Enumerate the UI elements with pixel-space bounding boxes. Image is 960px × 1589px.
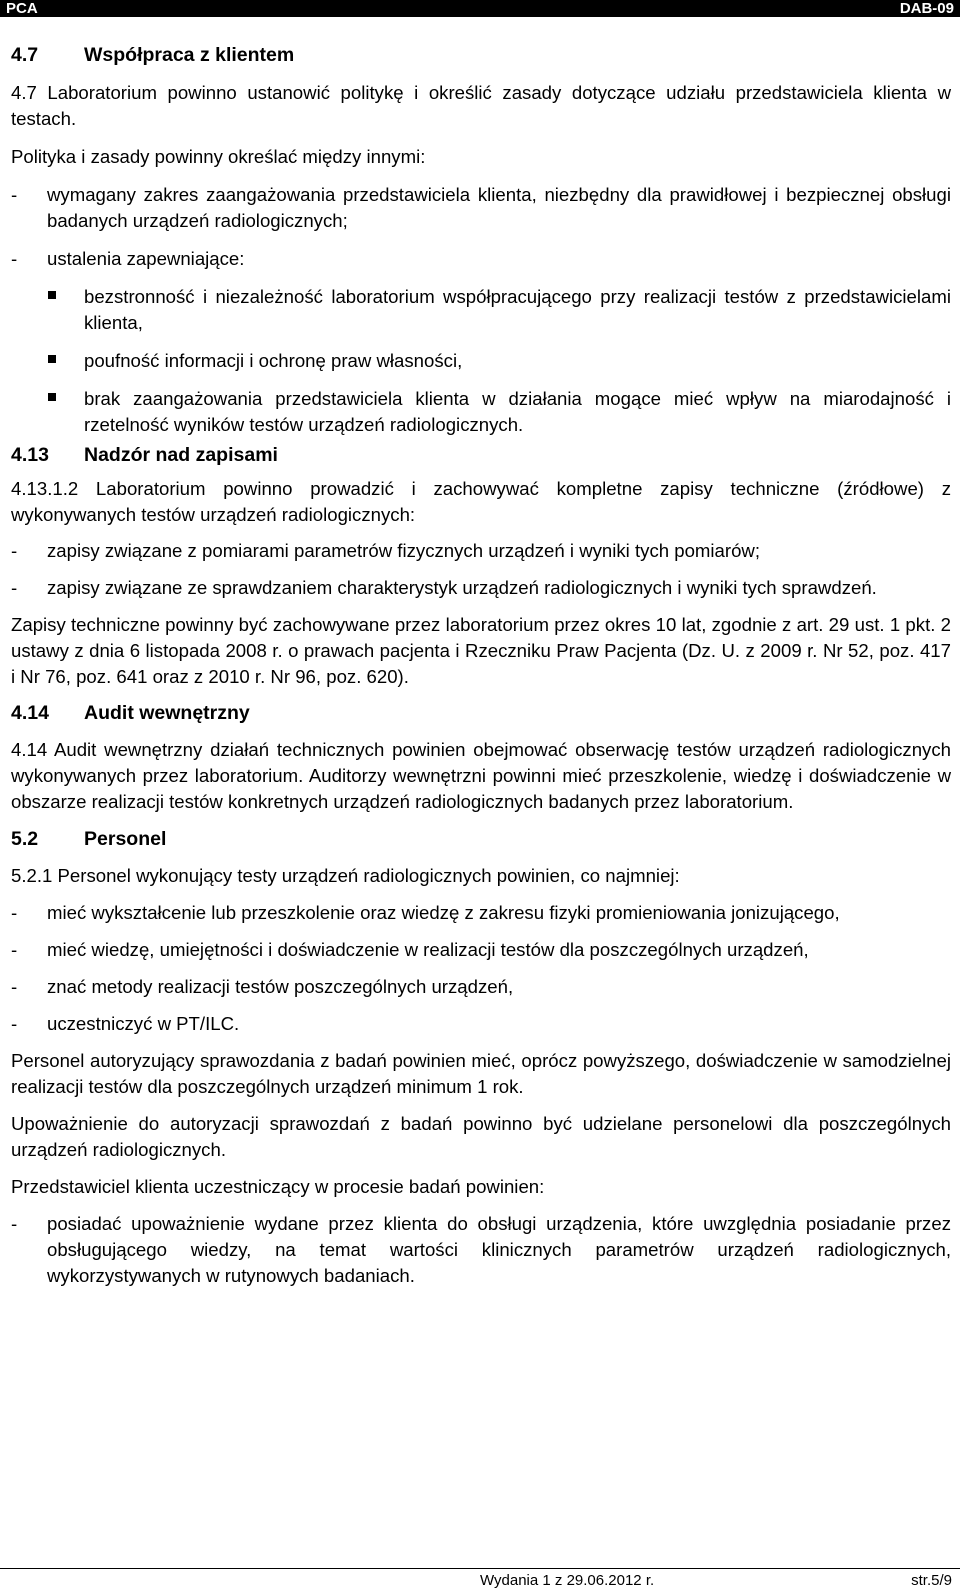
section-heading-5-2 [11,826,951,852]
paragraph: Personel autoryzujący sprawozdania z badań powinien mieć, oprócz powyższego, doświadczenie w samodzielnej realizacji testów dla poszczególnych urządzeń minimum 1 rok. [11,1050,951,1097]
square-list-item [11,284,951,336]
list-item-text: zapisy związane ze sprawdzaniem charakterystyk urządzeń radiologicznych i wyniki tych sprawdzeń. [47,577,877,598]
dash-list-item [11,1211,951,1289]
section-heading-4-14 [11,700,951,726]
dash-list-item [11,1011,951,1037]
paragraph: Polityka i zasady powinny określać między innymi: [11,146,426,167]
paragraph: Upoważnienie do autoryzacji sprawozdań z badań powinno być udzielane personelowi dla poszczególnych urządzeń radiologicznych. [11,1113,951,1160]
paragraph: Zapisy techniczne powinny być zachowywane przez laboratorium przez okres 10 lat, zgodnie z art. 29 ust. 1 pkt. 2 ustawy z dnia 6 listopada 2008 r. o prawach pacjenta i Rzeczniku Praw Pacjenta (Dz. U. z 2009 r. Nr 52, poz. 417 i Nr 76, poz. 641 oraz z 2010 r. Nr 96, poz. 620). [11,614,951,687]
paragraph: 5.2.1 Personel wykonujący testy urządzeń radiologicznych powinien, co najmniej: [11,865,680,886]
square-bullet-icon [48,393,56,401]
paragraph: Przedstawiciel klienta uczestniczący w procesie badań powinien: [11,1176,545,1197]
dash-marker: - [11,1013,18,1034]
square-list-item [11,348,951,374]
section-number: 4.7 [11,44,39,66]
list-item-text: ustalenia zapewniające: [47,248,245,269]
dash-list-item [11,575,951,601]
dash-list-item [11,182,951,234]
list-item-text: zapisy związane z pomiarami parametrów fizycznych urządzeń i wyniki tych pomiarów; [47,540,761,561]
list-item-text: brak zaangażowania przedstawiciela klienta w działania mogące mieć wpływ na miarodajność i rzetelność wyników testów urządzeń radiologicznych. [84,388,951,435]
dash-marker: - [11,540,18,561]
square-list-item [11,386,951,438]
footer-rule [0,1568,960,1569]
paragraph: 4.7 Laboratorium powinno ustanowić politykę i określić zasady dotyczące udziału przedstawiciela klienta w testach. [11,82,951,129]
page-header [0,0,960,17]
section-title: Współpraca z klientem [84,44,295,66]
footer-edition: Wydania 1 z 29.06.2012 r. [480,1572,655,1589]
list-item-text: wymagany zakres zaangażowania przedstawiciela klienta, niezbędny dla prawidłowej i bezpiecznej obsługi badanych urządzeń radiologicznych; [47,184,951,231]
dash-marker: - [11,902,18,923]
dash-marker: - [11,577,18,598]
list-item-text: bezstronność i niezależność laboratorium współpracującego przy realizacji testów z przedstawicielami klienta, [84,286,951,333]
section-heading-4-7 [11,42,951,68]
dash-marker: - [11,976,18,997]
square-bullet-icon [48,291,56,299]
dash-marker: - [11,1213,18,1234]
section-number: 5.2 [11,828,39,850]
header-left: PCA [6,0,38,17]
dash-list-item [11,937,951,963]
dash-list-item [11,246,951,272]
dash-marker: - [11,248,18,269]
list-item-text: uczestniczyć w PT/ILC. [47,1013,240,1034]
section-title: Audit wewnętrzny [84,702,250,724]
paragraph: 4.14 Audit wewnętrzny działań technicznych powinien obejmować obserwację testów urządzeń radiologicznych wykonywanych przez laboratorium. Auditorzy wewnętrzni powinni mieć przeszkolenie, wiedzę i doświadczenie w obszarze realizacji testów konkretnych urządzeń radiologicznych badanych przez laboratorium. [11,739,951,812]
header-right: DAB-09 [899,0,954,17]
dash-marker: - [11,939,18,960]
dash-marker: - [11,184,18,205]
dash-list-item [11,900,951,926]
section-title: Personel [84,828,167,850]
list-item-text: poufność informacji i ochronę praw własności, [84,350,463,371]
footer-page-number: str.5/9 [911,1572,952,1589]
list-item-text: mieć wykształcenie lub przeszkolenie oraz wiedzę z zakresu fizyki promieniowania jonizującego, [47,902,840,923]
dash-list-item [11,974,951,1000]
section-number: 4.13 [11,444,49,466]
section-number: 4.14 [11,702,49,724]
square-bullet-icon [48,355,56,363]
list-item-text: mieć wiedzę, umiejętności i doświadczenie w realizacji testów dla poszczególnych urządzeń, [47,939,809,960]
section-heading-4-13 [11,442,951,468]
list-item-text: znać metody realizacji testów poszczególnych urządzeń, [47,976,514,997]
paragraph: 4.13.1.2 Laboratorium powinno prowadzić i zachowywać kompletne zapisy techniczne (źródłowe) z wykonywanych testów urządzeń radiologicznych: [11,478,951,525]
list-item-text: posiadać upoważnienie wydane przez klienta do obsługi urządzenia, które uwzględnia posiadanie przez obsługującego wiedzy, na temat wartości klinicznych parametrów urządzeń radiologicznych, wykorzystywanych w rutynowych badaniach. [47,1213,951,1286]
section-title: Nadzór nad zapisami [84,444,278,466]
dash-list-item [11,538,951,564]
document-body [11,42,951,1289]
